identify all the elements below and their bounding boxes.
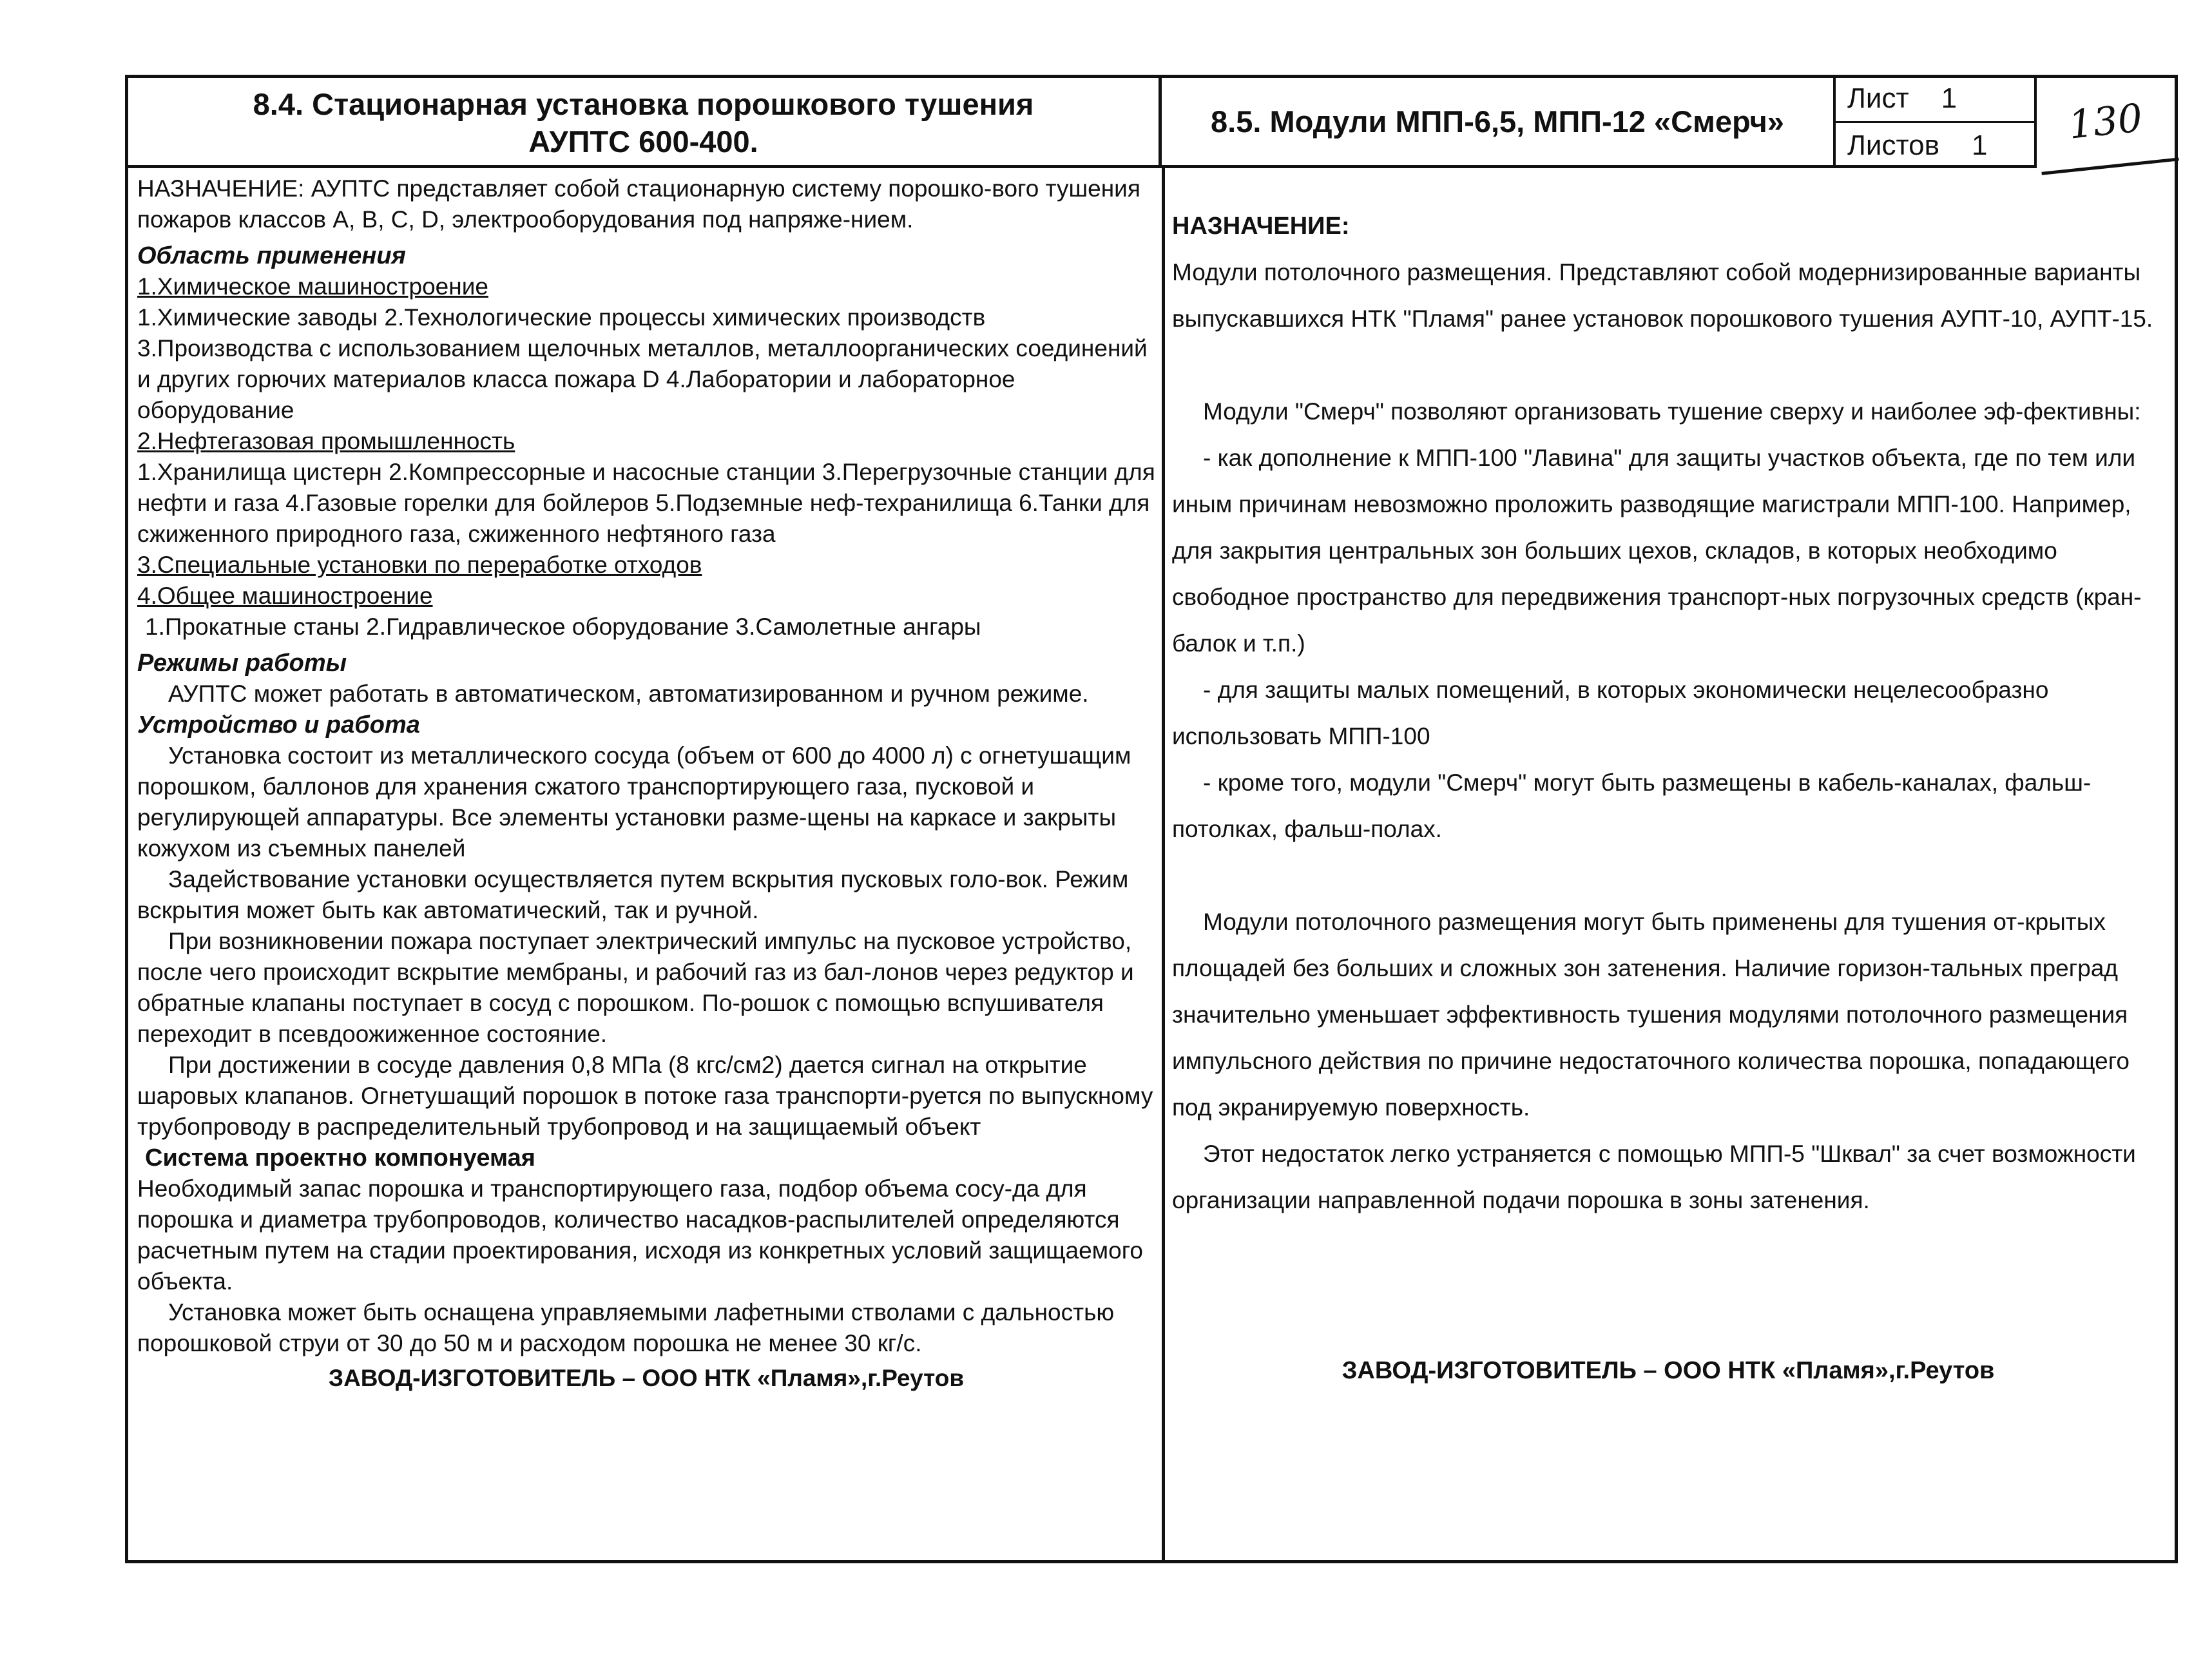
system-heading: Система проектно компонуемая xyxy=(145,1144,535,1172)
scope-3-title: 3.Специальные установки по переработке отходов xyxy=(137,552,702,578)
left-section-title xyxy=(128,78,1162,168)
scope-1-text: 1.Химические заводы 2.Технологические процессы химических производств 3.Производства с использованием щелочных металлов, металлоорганических соединений и других горючих материалов класса пожара D 4.Лаборатории и лабораторное оборудование xyxy=(137,304,1148,423)
right-factory-line: ЗАВОД-ИЗГОТОВИТЕЛЬ – ООО НТК «Пламя»,г.Реутов xyxy=(1342,1357,1995,1384)
sheets-label: Листов xyxy=(1847,130,1939,161)
left-factory-line: ЗАВОД-ИЗГОТОВИТЕЛЬ – ООО НТК «Пламя»,г.Реутов xyxy=(328,1365,965,1391)
left-purpose: НАЗНАЧЕНИЕ: АУПТС представляет собой стационарную систему порошко-вого тушения пожаров классов А, В, С, D, электрооборудования под напряже-нием. xyxy=(137,175,1140,233)
right-purpose-text: Модули потолочного размещения. Представляют собой модернизированные варианты выпускавшихся НТК "Пламя" ранее установок порошкового тушения АУПТ-10, АУПТ-15. xyxy=(1172,259,2153,332)
right-p1: Модули "Смерч" позволяют организовать тушение сверху и наиболее эф-фективны: xyxy=(1203,398,2141,425)
right-column xyxy=(1172,173,2164,1394)
scope-4-text: 1.Прокатные станы 2.Гидравлическое оборудование 3.Самолетные ангары xyxy=(145,613,981,640)
device-heading: Устройство и работа xyxy=(137,711,420,738)
device-p2: Задействование установки осуществляется путем вскрытия пусковых голо-вок. Режим вскрытия может быть как автоматический, так и ручной. xyxy=(137,866,1129,923)
right-spacer xyxy=(1172,853,2164,899)
left-title-line1: 8.4. Стационарная установка порошкового тушения xyxy=(253,87,1034,121)
device-p4: При достижении в сосуде давления 0,8 МПа (8 кгс/см2) дается сигнал на открытие шаровых клапанов. Огнетушащий порошок в потоке газа транспорти-руется по выпускному трубопроводу в распределительный трубопровод и на защищаемый объект xyxy=(137,1052,1153,1140)
sheet-number-cell xyxy=(1836,78,2037,123)
right-p2: - как дополнение к МПП-100 "Лавина" для защиты участков объекта, где по тем или иным причинам невозможно проложить разводящие магистрали МПП-100. Например, для закрытия центральных зон больших цехов, складов, в которых необходимо свободное пространство для передвижения транспорт-ных погрузочных средств (кран-балок и т.п.) xyxy=(1172,445,2142,657)
sheet-label: Лист xyxy=(1847,82,1909,114)
left-title-line2: АУПТС 600-400. xyxy=(528,124,758,159)
device-p3: При возникновении пожара поступает электрический импульс на пусковое устройство, после чего происходит вскрытие мембраны, и рабочий газ из бал-лонов через редуктор и обратные клапаны поступает в сосуд с порошком. По-рошок с помощью вспушивателя переходит в псевдоожиженное состояние. xyxy=(137,928,1134,1047)
right-p6: Этот недостаток легко устраняется с помощью МПП-5 "Шквал" за счет возможности организации направленной подачи порошка в зоны затенения. xyxy=(1172,1141,2136,1213)
scope-4-title: 4.Общее машиностроение xyxy=(137,583,433,609)
sheet-value: 1 xyxy=(1941,82,1957,114)
modes-text: АУПТС может работать в автоматическом, автоматизированном и ручном режиме. xyxy=(168,680,1089,707)
right-p4: - кроме того, модули "Смерч" могут быть размещены в кабель-каналах, фальш-потолках, фальш-полах. xyxy=(1172,769,2092,842)
device-p1: Установка состоит из металлического сосуда (объем от 600 до 4000 л) с огнетушащим порошком, баллонов для хранения сжатого транспортирующего газа, пусковой и регулирующей аппаратуры. Все элементы установки разме-щены на каркасе и закрыты кожухом из съемных панелей xyxy=(137,742,1131,862)
right-section-title xyxy=(1162,78,1836,168)
page-stamp: 130 xyxy=(2032,71,2178,175)
system-p2: Установка может быть оснащена управляемыми лафетными стволами с дальностью порошковой струи от 30 до 50 м и расходом порошка не менее 30 кг/с. xyxy=(137,1299,1115,1356)
scope-1-title: 1.Химическое машиностроение xyxy=(137,273,488,300)
system-p1: Необходимый запас порошка и транспортирующего газа, подбор объема сосу-да для порошка и диаметра трубопроводов, количество насадков-распылителей определяются расчетным путем на стадии проектирования, исходя из конкретных условий защищаемого объекта. xyxy=(137,1175,1143,1295)
scope-2-text: 1.Хранилища цистерн 2.Компрессорные и насосные станции 3.Перегрузочные станции для нефти и газа 4.Газовые горелки для бойлеров 5.Подземные неф-техранилища 6.Танки для сжиженного природного газа, сжиженного нефтяного газа xyxy=(137,459,1155,547)
scope-2-title: 2.Нефтегазовая промышленность xyxy=(137,428,515,454)
right-spacer xyxy=(1172,342,2164,389)
column-divider xyxy=(1162,168,1165,1563)
document-sheet xyxy=(125,75,2178,1563)
modes-heading: Режимы работы xyxy=(137,650,347,677)
sheets-value: 1 xyxy=(1971,130,1988,161)
right-title-text: 8.5. Модули МПП-6,5, МПП-12 «Смерч» xyxy=(1211,104,1784,139)
sheets-count-cell xyxy=(1836,123,2037,168)
left-column xyxy=(137,173,1155,1394)
right-purpose-heading: НАЗНАЧЕНИЕ: xyxy=(1172,213,1350,240)
scope-heading: Область применения xyxy=(137,242,406,269)
right-p3: - для защиты малых помещений, в которых экономически нецелесообразно использовать МПП-100 xyxy=(1172,677,2049,749)
right-p5: Модули потолочного размещения могут быть применены для тушения от-крытых площадей без больших и сложных зон затенения. Наличие горизон-тальных преград значительно уменьшает эффективность тушения модулями потолочного размещения импульсного действия по причине недостаточного количества порошка, попадающего под экранируемую поверхность. xyxy=(1172,909,2130,1121)
